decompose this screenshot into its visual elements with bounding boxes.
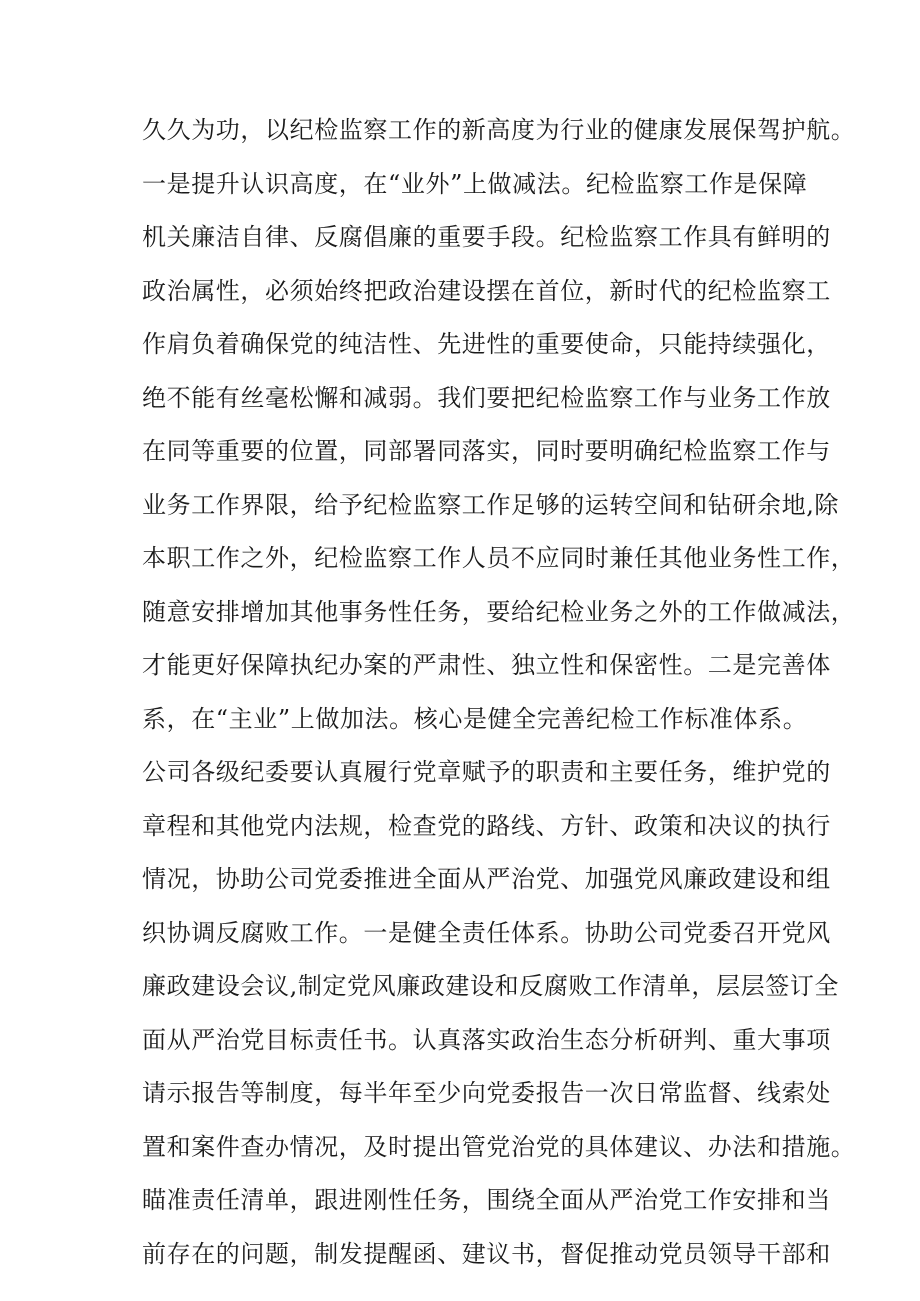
- text-line: 绝不能有丝毫松懈和减弱。我们要把纪检监察工作与业务工作放: [142, 383, 831, 412]
- body-text: [142, 104, 856, 1281]
- text-line: 请示报告等制度，每半年至少向党委报告一次日常监督、线索处: [142, 1079, 831, 1107]
- text-line: 作肩负着确保党的纯洁性、先进性的重要使命，只能持续强化，: [142, 330, 831, 358]
- text-line: 一是提升认识高度，在“业外”上做减法。纪检监察工作是保障: [142, 169, 808, 198]
- text-line: 业务工作界限，给予纪检监察工作足够的运转空间和钻研余地,除: [142, 490, 840, 519]
- text-line: 前存在的问题，制发提醒函、建议书，督促推动党员领导干部和: [142, 1239, 831, 1268]
- text-line: 章程和其他党内法规，检查党的路线、方针、政策和决议的执行: [142, 811, 831, 840]
- text-line: 才能更好保障执纪办案的严肃性、独立性和保密性。二是完善体: [142, 651, 831, 679]
- text-line: 公司各级纪委要认真履行党章赋予的职责和主要任务，维护党的: [142, 758, 831, 786]
- text-line: 政治属性，必须始终把政治建设摆在首位，新时代的纪检监察工: [142, 276, 831, 305]
- text-line: 本职工作之外，纪检监察工作人员不应同时兼任其他业务性工作，: [142, 544, 856, 572]
- text-line: 瞄准责任清单，跟进刚性任务，围绕全面从严治党工作安排和当: [142, 1186, 831, 1214]
- text-line: 情况，协助公司党委推进全面从严治党、加强党风廉政建设和组: [142, 865, 831, 893]
- text-line: 机关廉洁自律、反腐倡廉的重要手段。纪检监察工作具有鲜明的: [142, 223, 831, 251]
- text-line: 织协调反腐败工作。一是健全责任体系。协助公司党委召开党风: [142, 918, 831, 947]
- text-line: 置和案件查办情况，及时提出管党治党的具体建议、办法和措施。: [142, 1132, 856, 1161]
- text-line: 廉政建设会议,制定党风廉政建设和反腐败工作清单，层层签订全: [142, 972, 840, 1000]
- text-line: 系，在“主业”上做加法。核心是健全完善纪检工作标准体系。: [142, 704, 808, 733]
- text-line: 在同等重要的位置，同部署同落实，同时要明确纪检监察工作与: [142, 437, 831, 465]
- text-line: 久久为功，以纪检监察工作的新高度为行业的健康发展保驾护航。: [142, 116, 856, 144]
- text-line: 随意安排增加其他事务性任务，要给纪检业务之外的工作做减法，: [142, 597, 856, 626]
- text-line: 面从严治党目标责任书。认真落实政治生态分析研判、重大事项: [142, 1025, 831, 1054]
